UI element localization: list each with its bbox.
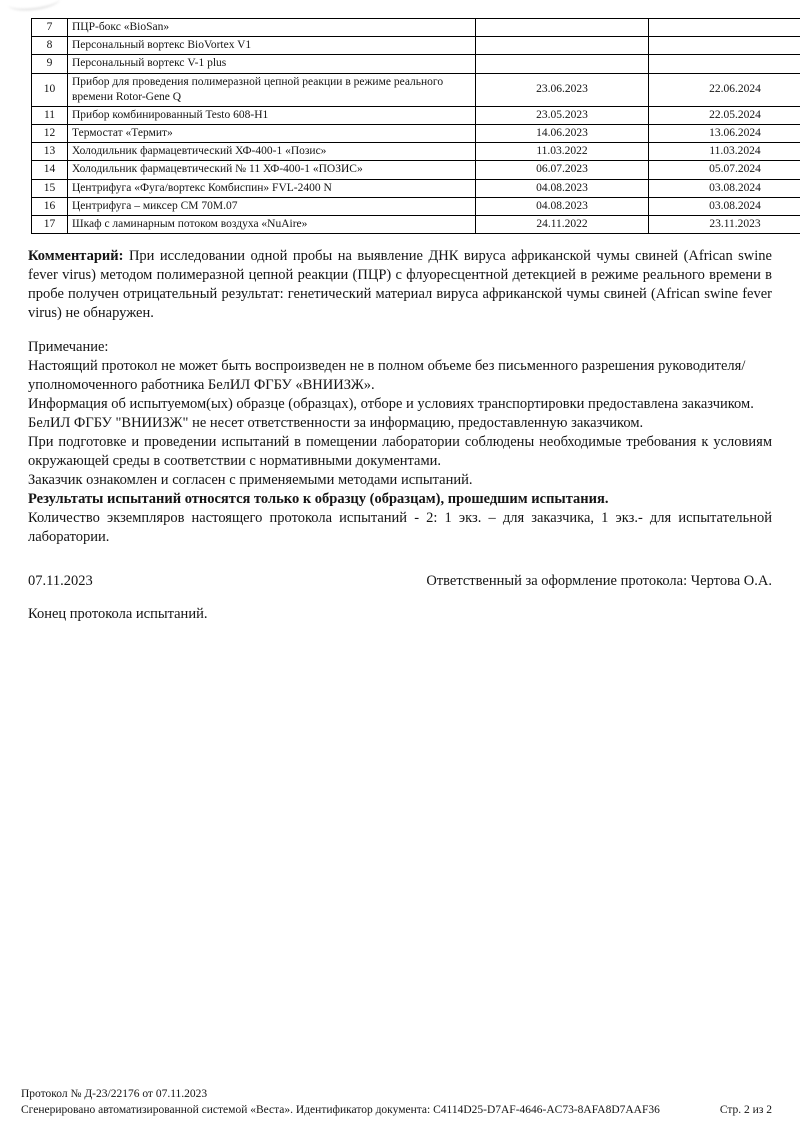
row-number-cell: 15 [32,179,68,197]
row-number-cell: 17 [32,215,68,233]
equipment-row [32,73,800,106]
equipment-name-cell: Холодильник фармацевтический ХФ-400-1 «Позис» [68,143,476,161]
verification-date-cell: 23.05.2023 [476,106,649,124]
row-number-cell: 12 [32,125,68,143]
verification-date-cell: 24.11.2022 [476,215,649,233]
footer-page-number: Стр. 2 из 2 [719,1103,772,1116]
equipment-name-cell: Персональный вортекс BioVortex V1 [68,37,476,55]
note-copies-count: Количество экземпляров настоящего протокола испытаний - 2: 1 экз. – для заказчика, 1 экз.- для испытательной лаборатории. [28,509,772,545]
signature-row [28,572,772,591]
valid-until-cell [649,19,800,37]
valid-until-cell: 03.08.2024 [649,197,800,215]
row-number-cell: 9 [32,55,68,73]
valid-until-cell [649,37,800,55]
note-sample-info: Информация об испытуемом(ых) образце (образцах), отборе и условиях транспортировки предоставлена заказчиком. [28,395,754,412]
notes-title: Примечание: [28,338,109,355]
page-content [28,18,772,639]
equipment-name-cell: Прибор для проведения полимеразной цепной реакции в режиме реального времени Rotor-Gene Q [68,73,476,106]
verification-date-cell: 11.03.2022 [476,143,649,161]
row-number-cell: 16 [32,197,68,215]
equipment-row [32,161,800,179]
valid-until-cell: 03.08.2024 [649,179,800,197]
equipment-name-cell: Холодильник фармацевтический № 11 ХФ-400-1 «ПОЗИС» [68,161,476,179]
comment-label: Комментарий: [28,248,124,265]
valid-until-cell: 22.06.2024 [649,73,800,106]
note-results-scope: Результаты испытаний относятся только к образцу (образцам), прошедшим испытания. [28,490,609,507]
verification-date-cell: 23.06.2023 [476,73,649,106]
equipment-row [32,125,800,143]
equipment-table [31,18,800,234]
note-responsibility: БелИЛ ФГБУ "ВНИИЗЖ" не несет ответственности за информацию, предоставленную заказчиком. [28,414,644,431]
equipment-row [32,197,800,215]
footer-protocol-number: Протокол № Д-23/22176 от 07.11.2023 [21,1088,208,1100]
note-customer-agreement: Заказчик ознакомлен и согласен с применяемыми методами испытаний. [28,471,473,488]
equipment-name-cell: Центрифуга – миксер СМ 70М.07 [68,197,476,215]
protocol-date: 07.11.2023 [28,572,93,589]
row-number-cell: 7 [32,19,68,37]
row-number-cell: 10 [32,73,68,106]
end-of-protocol-line: Конец протокола испытаний. [28,606,208,623]
row-number-cell: 14 [32,161,68,179]
footer-generated-row [21,1103,772,1119]
equipment-row [32,143,800,161]
valid-until-cell [649,55,800,73]
row-number-cell: 8 [32,37,68,55]
verification-date-cell [476,37,649,55]
equipment-name-cell: Центрифуга «Фуга/вортекс Комбиспин» FVL-2400 N [68,179,476,197]
equipment-row [32,215,800,233]
equipment-row [32,55,800,73]
row-number-cell: 11 [32,106,68,124]
equipment-table-body [32,19,800,234]
verification-date-cell: 04.08.2023 [476,197,649,215]
verification-date-cell [476,55,649,73]
verification-date-cell: 14.06.2023 [476,125,649,143]
valid-until-cell: 05.07.2024 [649,161,800,179]
equipment-name-cell: Шкаф с ламинарным потоком воздуха «NuAire» [68,215,476,233]
equipment-row [32,19,800,37]
valid-until-cell: 11.03.2024 [649,143,800,161]
scan-artifact [7,0,61,13]
equipment-row [32,106,800,124]
row-number-cell: 13 [32,143,68,161]
note-reproduction: Настоящий протокол не может быть воспроизведен не в полном объеме без письменного разрешения руководителя/уполномоченного работника БелИЛ ФГБУ «ВНИИЗЖ». [28,357,746,393]
comment-text: При исследовании одной пробы на выявление ДНК вируса африканской чумы свиней (African swine fever virus) методом полимеразной цепной реакции (ПЦР) с флуоресцентной детекцией в режиме реального времени в пробе получен отрицательный результат: генетический материал вируса африканской чумы свиней (African swine fever virus) не обнаружен. [28,248,772,322]
equipment-name-cell: Термостат «Термит» [68,125,476,143]
verification-date-cell [476,19,649,37]
valid-until-cell: 23.11.2023 [649,215,800,233]
note-lab-conditions: При подготовке и проведении испытаний в помещении лаборатории соблюдены необходимые требования к условиям окружающей среды в соответствии с нормативными документами. [28,433,772,469]
verification-date-cell: 04.08.2023 [476,179,649,197]
verification-date-cell: 06.07.2023 [476,161,649,179]
responsible-person: Ответственный за оформление протокола: Чертова О.А. [426,572,772,589]
page-footer [21,1087,772,1118]
valid-until-cell: 22.05.2024 [649,106,800,124]
footer-generated-text: Сгенерировано автоматизированной системой «Веста». Идентификатор документа: C4114D25-D7AF-4646-AC73-8AFA8D7AAF36 [21,1103,660,1116]
valid-until-cell: 13.06.2024 [649,125,800,143]
equipment-row [32,179,800,197]
comment-paragraph [28,247,772,323]
equipment-name-cell: ПЦР-бокс «BioSan» [68,19,476,37]
equipment-name-cell: Персональный вортекс V-1 plus [68,55,476,73]
equipment-row [32,37,800,55]
notes-block [28,338,772,547]
equipment-name-cell: Прибор комбинированный Testo 608-H1 [68,106,476,124]
